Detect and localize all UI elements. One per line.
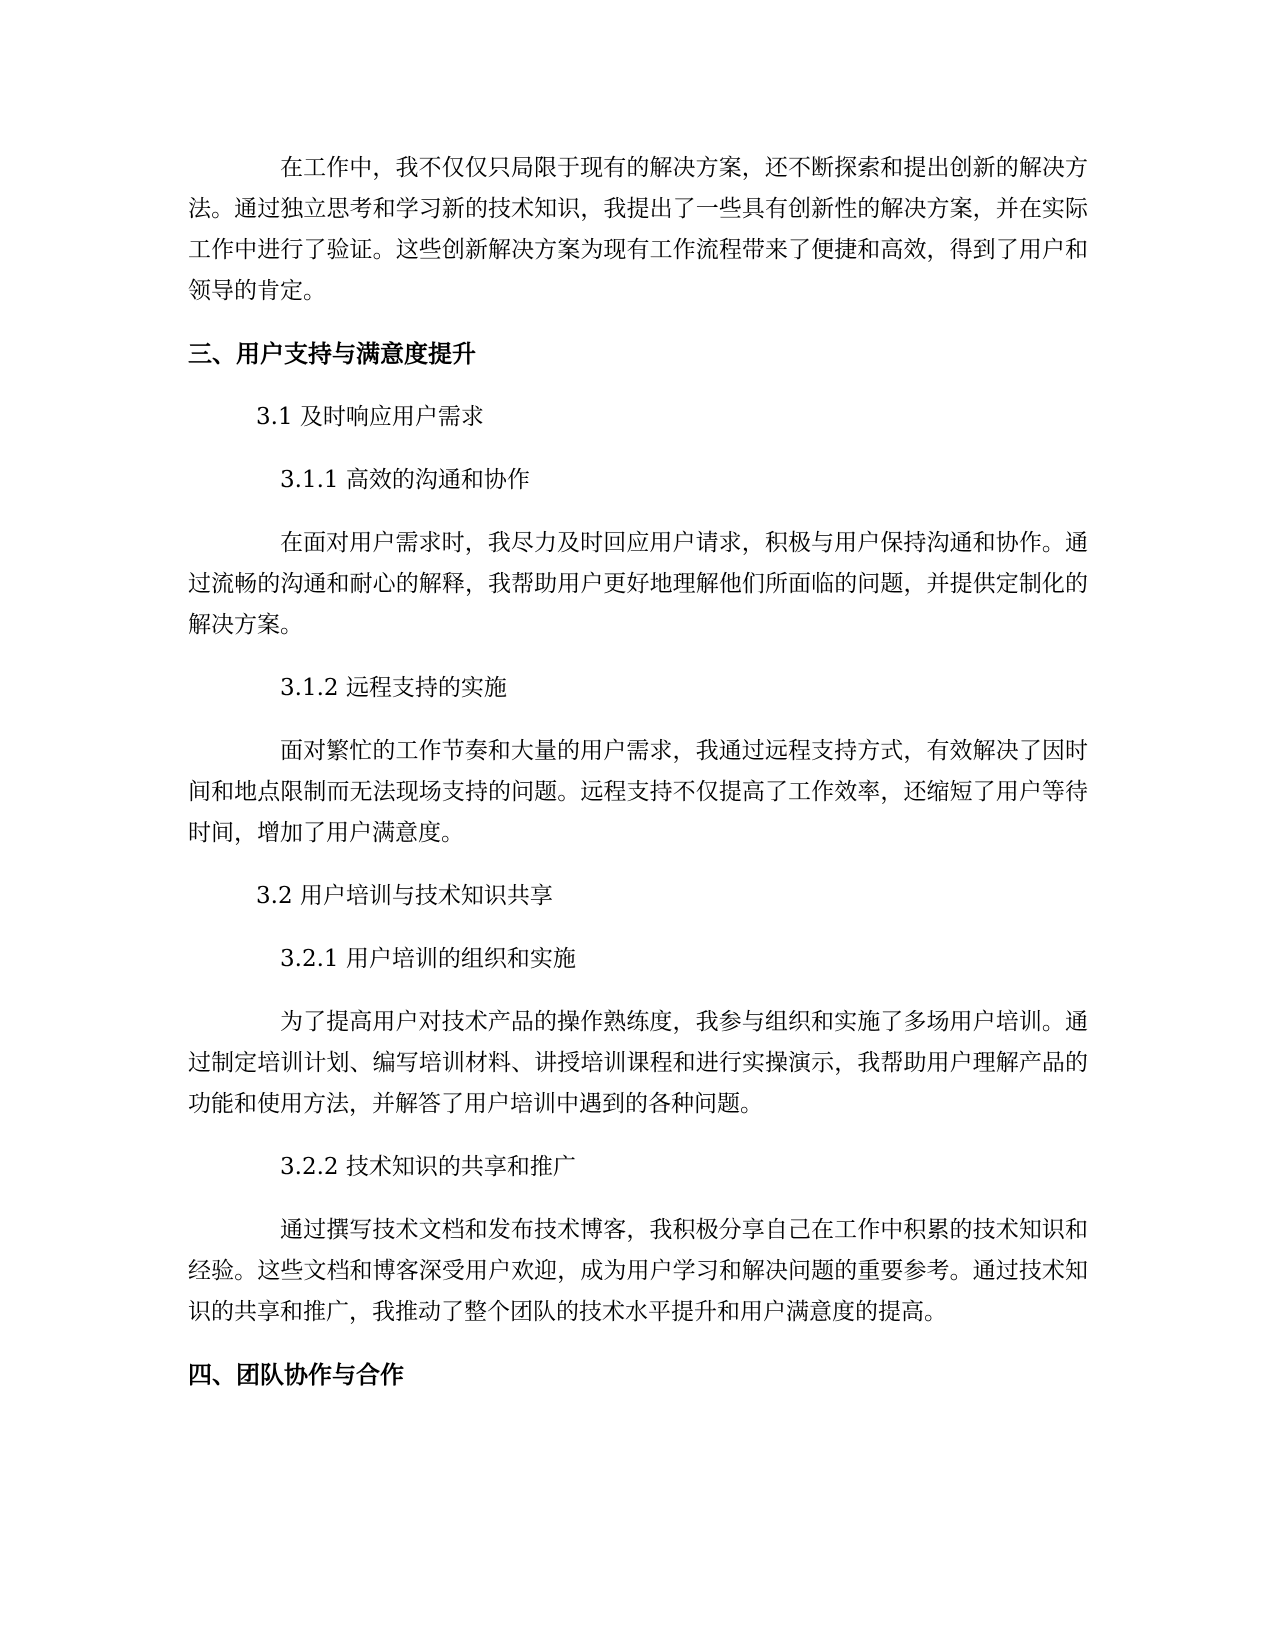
subsection-3-1-heading: 3.1 及时响应用户需求	[256, 404, 484, 430]
item-3-2-2-heading: 3.2.2 技术知识的共享和推广	[280, 1154, 576, 1180]
document-body	[188, 148, 1088, 1396]
section-3-heading: 三、用户支持与满意度提升	[188, 340, 476, 368]
item-3-1-2-heading: 3.1.2 远程支持的实施	[280, 675, 507, 701]
item-3-2-1-paragraph: 为了提高用户对技术产品的操作熟练度，我参与组织和实施了多场用户培训。通过制定培训计划、编写培训材料、讲授培训课程和进行实操演示，我帮助用户理解产品的功能和使用方法，并解答了用户培训中遇到的各种问题。	[188, 1009, 1088, 1117]
item-3-2-2-paragraph: 通过撰写技术文档和发布技术博客，我积极分享自己在工作中积累的技术知识和经验。这些文档和博客深受用户欢迎，成为用户学习和解决问题的重要参考。通过技术知识的共享和推广，我推动了整个团队的技术水平提升和用户满意度的提高。	[188, 1217, 1088, 1325]
intro-paragraph: 在工作中，我不仅仅只局限于现有的解决方案，还不断探索和提出创新的解决方法。通过独立思考和学习新的技术知识，我提出了一些具有创新性的解决方案，并在实际工作中进行了验证。这些创新解决方案为现有工作流程带来了便捷和高效，得到了用户和领导的肯定。	[188, 155, 1088, 304]
subsection-3-2-heading: 3.2 用户培训与技术知识共享	[256, 883, 553, 909]
item-3-1-1-paragraph: 在面对用户需求时，我尽力及时回应用户请求，积极与用户保持沟通和协作。通过流畅的沟通和耐心的解释，我帮助用户更好地理解他们所面临的问题，并提供定制化的解决方案。	[188, 530, 1088, 638]
item-3-2-1-heading: 3.2.1 用户培训的组织和实施	[280, 946, 576, 972]
section-4-heading: 四、团队协作与合作	[188, 1361, 404, 1389]
item-3-1-2-paragraph: 面对繁忙的工作节奏和大量的用户需求，我通过远程支持方式，有效解决了因时间和地点限制而无法现场支持的问题。远程支持不仅提高了工作效率，还缩短了用户等待时间，增加了用户满意度。	[188, 738, 1088, 846]
item-3-1-1-heading: 3.1.1 高效的沟通和协作	[280, 467, 530, 493]
